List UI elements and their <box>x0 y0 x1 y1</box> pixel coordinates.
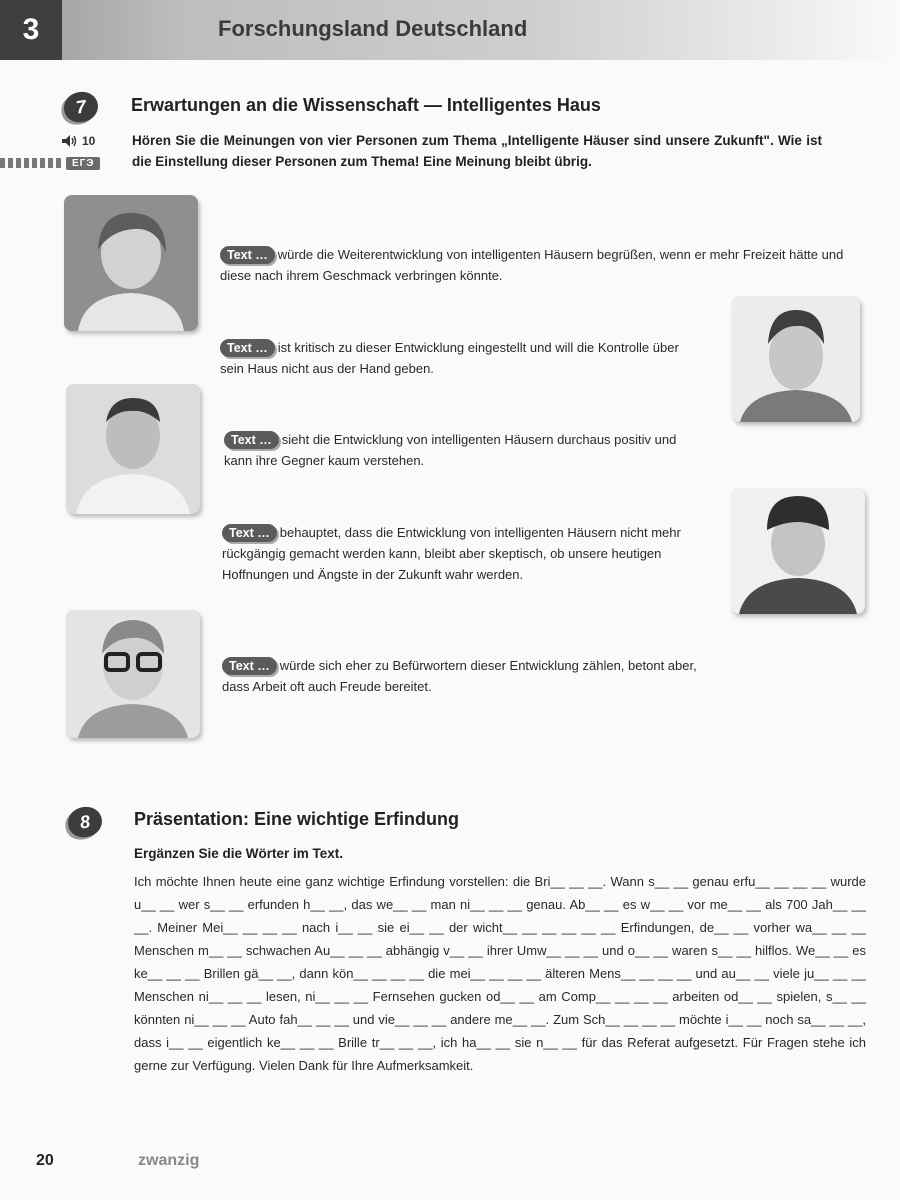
gap-fill-text: Ich möchte Ihnen heute eine ganz wichtige Erfindung vorstellen: die Bri__ __ __. Wann s__ __ genau erfu__ __ __ __ wurde u__ __ wer s__ __ erfunden h__ __, das we__ __ man ni__ __ __ genau. Ab__ __ es w__ __ vor me__ __ als 700 Jah__ __ __. Meiner Mei__ __ __ __ nach i__ __ sie ei__ __ der wicht__ __ __ __ __ __ Erfindungen, de__ __ vorher wa__ __ __ Menschen m__ __ schwachen Au__ __ __ abhängig v__ __ ihrer Umw__ __ __ und o__ __ waren s__ __ hilflos. We__ __ es ke__ __ __ Brillen gä__ __, dann kön__ __ __ __ die mei__ __ __ __ älteren Mens__ __ __ __ und au__ __ viele ju__ __ __ Menschen ni__ __ __ lesen, ni__ __ __ Fernsehen gucken od__ __ am Comp__ __ __ __ arbeiten od__ __ spielen, s__ __ könnten ni__ __ __ Auto fah__ __ __ und vie__ __ __ andere me__ __. Zum Sch__ __ __ __ möchte i__ __ noch sa__ __ __, dass i__ __ eigentlich ke__ __ __ Brille tr__ __ __, ich ha__ __ sie n__ __ für das Referat aufgesetzt. Für Fragen stehe ich gerne zur Verfügung. Vielen Dank für Ihre Aufmerksamkeit. <box>134 874 866 1073</box>
page-header <box>0 0 900 60</box>
speaker-icon <box>62 135 78 147</box>
text-badge[interactable]: Text … <box>220 339 275 357</box>
chapter-number: 3 <box>0 0 62 60</box>
statement-2 <box>220 337 695 379</box>
statement-3 <box>224 429 702 471</box>
exam-strip-dots <box>0 158 62 168</box>
text-badge[interactable]: Text … <box>224 431 279 449</box>
exercise-7-title: Erwartungen an die Wissenschaft — Intelligentes Haus <box>131 95 601 115</box>
page-number: 20 <box>36 1152 54 1169</box>
statement-1 <box>220 244 860 286</box>
exam-strip <box>0 156 120 170</box>
statement-4 <box>222 522 710 585</box>
statement-text: sieht die Entwicklung von intelligenten Häusern durchaus positiv und kann ihre Gegner kaum verstehen. <box>224 432 677 468</box>
statement-text: würde sich eher zu Befürwortern dieser Entwicklung zählen, betont aber, dass Arbeit oft auch Freude bereitet. <box>222 658 697 694</box>
audio-track[interactable] <box>62 134 95 148</box>
text-badge[interactable]: Text … <box>222 524 277 542</box>
person-photo-3 <box>66 384 200 514</box>
audio-track-number: 10 <box>82 134 96 148</box>
chapter-title: Forschungsland Deutschland <box>218 16 528 41</box>
exercise-7-number: 7 <box>62 90 100 124</box>
person-photo-5 <box>66 610 200 738</box>
exercise-8-instruction: Ergänzen Sie die Wörter im Text. <box>134 846 344 861</box>
page-number-word: zwanzig <box>138 1152 200 1169</box>
exercise-7-instruction: Hören Sie die Meinungen von vier Personen zum Thema „Intelligente Häuser sind unsere Zukunft". Wie ist die Einstellung dieser Personen zum Thema! Eine Meinung bleibt übrig. <box>132 133 822 169</box>
exercise-8-title: Präsentation: Eine wichtige Erfindung <box>134 809 460 829</box>
text-badge[interactable]: Text … <box>222 657 277 675</box>
person-photo-2 <box>732 296 860 422</box>
person-photo-1 <box>64 195 198 331</box>
statement-text: ist kritisch zu dieser Entwicklung eingestellt und will die Kontrolle über sein Haus nicht aus der Hand geben. <box>220 340 679 376</box>
text-badge[interactable]: Text … <box>220 246 275 264</box>
statement-text: behauptet, dass die Entwicklung von intelligenten Häusern nicht mehr rückgängig gemacht werden kann, bleibt aber skeptisch, ob unsere heutigen Hoffnungen und Ängste in der Zukunft wahr werden. <box>222 525 681 582</box>
statement-text: würde die Weiterentwicklung von intelligenten Häusern begrüßen, wenn er mehr Freizeit hätte und diese nach ihrem Geschmack verbringen könnte. <box>220 247 844 283</box>
exercise-8-number: 8 <box>66 805 104 839</box>
person-photo-4 <box>731 488 865 614</box>
exam-badge: ЕГЭ <box>66 157 100 170</box>
statement-5 <box>222 655 704 697</box>
